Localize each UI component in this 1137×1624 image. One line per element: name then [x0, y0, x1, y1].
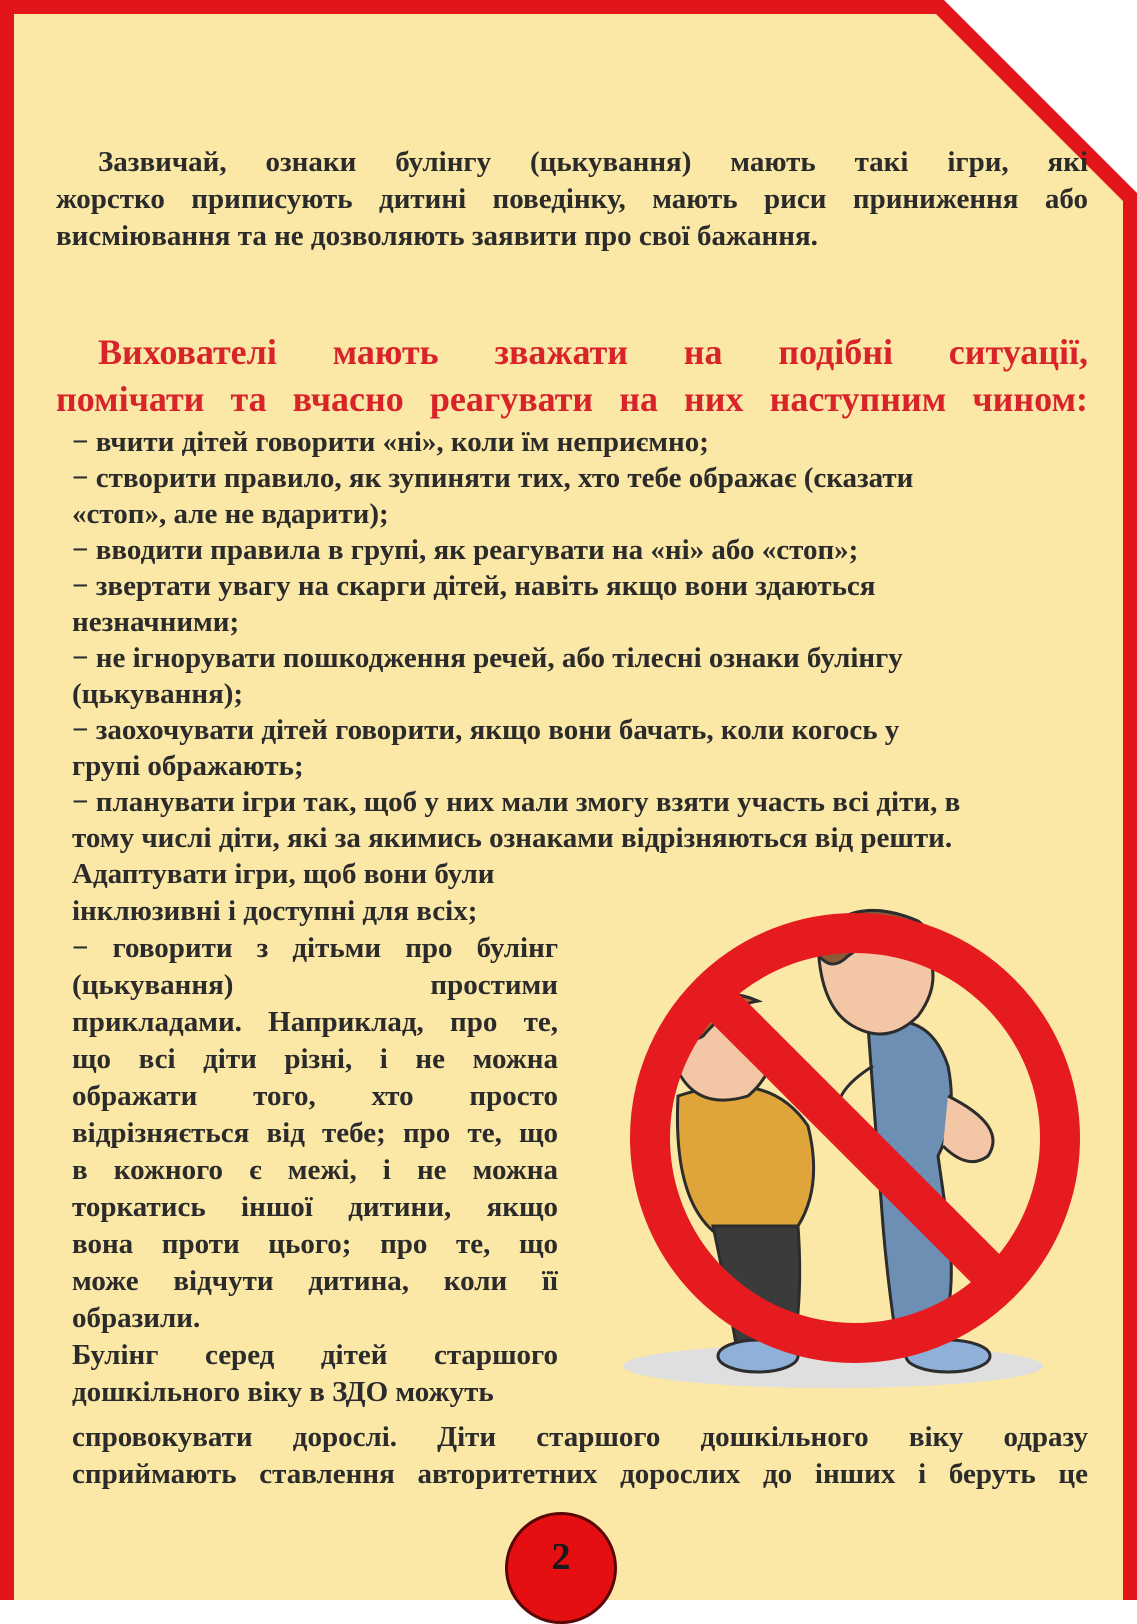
list-line: − не ігнорувати пошкодження речей, або тілесні ознаки булінгу [72, 642, 903, 674]
section-heading: Вихователі мають зважати на подібні ситуації, [98, 332, 1088, 372]
column-line: (цькування) простими [72, 969, 558, 1001]
column-line: відрізняється від тебе; про те, що [72, 1117, 558, 1149]
list-line: − створити правило, як зупиняти тих, хто тебе ображає (сказати [72, 462, 914, 494]
list-line: − звертати увагу на скарги дітей, навіть якщо вони здаються [72, 570, 876, 602]
intro-line: висміювання та не дозволяють заявити про свої бажання. [56, 220, 818, 252]
list-line: групі ображають; [72, 750, 304, 782]
column-line: Булінг серед дітей старшого [72, 1339, 558, 1371]
column-line: Адаптувати ігри, щоб вони були [72, 858, 495, 890]
column-line: в кожного є межі, і не можна [72, 1154, 558, 1186]
column-line: прикладами. Наприклад, про те, [72, 1006, 558, 1038]
section-heading: помічати та вчасно реагувати на них наступним чином: [56, 379, 1088, 419]
bottom-line: сприймають ставлення авторитетних дорослих до інших і беруть це [72, 1458, 1088, 1490]
no-bullying-prohibition-sign-icon [618, 896, 1092, 1416]
list-line: − вводити правила в групі, як реагувати на «ні» або «стоп»; [72, 534, 859, 566]
bottom-line: спровокувати дорослі. Діти старшого дошкільного віку одразу [72, 1421, 1088, 1453]
list-line: незначними; [72, 606, 240, 638]
column-line: торкатись іншої дитини, якщо [72, 1191, 558, 1223]
list-line: − планувати ігри так, щоб у них мали змогу взяти участь всі діти, в [72, 786, 961, 818]
column-line: що всі діти різні, і не можна [72, 1043, 558, 1075]
list-line: − вчити дітей говорити «ні», коли їм неприємно; [72, 426, 709, 458]
column-line: образили. [72, 1302, 201, 1334]
intro-line: жорстко приписують дитині поведінку, мають риси приниження або [56, 183, 1088, 215]
list-line: «стоп», але не вдарити); [72, 498, 389, 530]
list-line: тому числі діти, які за якимись ознаками відрізняються від решти. [72, 822, 953, 854]
column-line: може відчути дитина, коли її [72, 1265, 558, 1297]
column-line: ображати того, хто просто [72, 1080, 558, 1112]
column-line: вона проти цього; про те, що [72, 1228, 558, 1260]
column-line: дошкільного віку в ЗДО можуть [72, 1376, 494, 1408]
list-line: − заохочувати дітей говорити, якщо вони бачать, коли когось у [72, 714, 900, 746]
column-line: − говорити з дітьми про булінг [72, 932, 558, 964]
intro-line: Зазвичай, ознаки булінгу (цькування) мають такі ігри, які [98, 146, 1088, 178]
column-line: інклюзивні і доступні для всіх; [72, 895, 478, 927]
list-line: (цькування); [72, 678, 244, 710]
page-number-badge [505, 1512, 617, 1624]
page-number: 2 [551, 1536, 571, 1578]
